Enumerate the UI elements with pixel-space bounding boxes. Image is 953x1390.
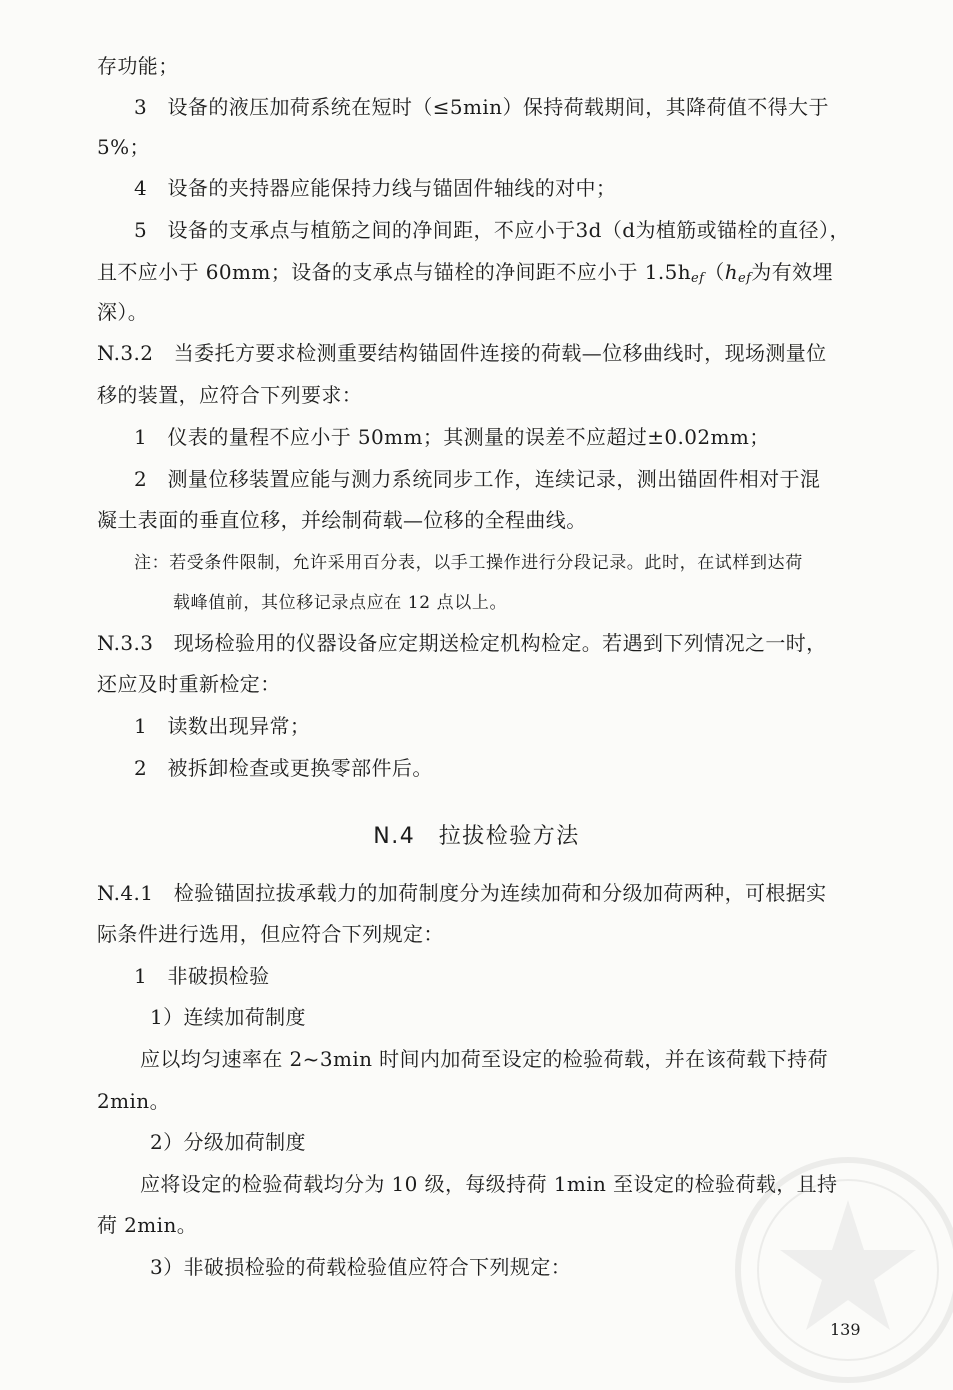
text-line: 1）连续加荷制度: [150, 1005, 306, 1029]
text-line: 1 读数出现异常；: [134, 714, 311, 738]
text-line: 2 被拆卸检查或更换零部件后。: [134, 756, 433, 780]
subscript: ef: [737, 271, 752, 286]
note-line: 载峰值前，其位移记录点应在 12 点以上。: [173, 593, 508, 613]
text-line: 凝土表面的垂直位移，并绘制荷载—位移的全程曲线。: [97, 508, 587, 532]
text-line: 2）分级加荷制度: [150, 1130, 306, 1154]
clause-heading-N41: N.4.1 检验锚固拉拔承载力的加荷制度分为连续加荷和分级加荷两种，可根据实: [97, 881, 827, 905]
text-line: 4 设备的夹持器应能保持力线与锚固件轴线的对中；: [134, 176, 617, 200]
text-fragment: （: [704, 260, 725, 284]
text-line: 移的装置，应符合下列要求：: [97, 383, 363, 407]
text-line: 荷 2min。: [97, 1213, 198, 1237]
text-fragment: 为有效埋: [751, 260, 833, 284]
text-line: 际条件进行选用，但应符合下列规定：: [97, 922, 444, 946]
text-line: 1 非破损检验: [134, 964, 270, 988]
clause-heading-N32: N.3.2 当委托方要求检测重要结构锚固件连接的荷载—位移曲线时，现场测量位: [97, 341, 827, 365]
page-number: 139: [830, 1320, 861, 1339]
text-fragment: 且不应小于 60mm；设备的支承点与锚栓的净间距不应小于 1.5h: [97, 260, 691, 284]
text-line: 2 测量位移装置应能与测力系统同步工作，连续记录，测出锚固件相对于混: [134, 467, 821, 491]
clause-heading-N33: N.3.3 现场检验用的仪器设备应定期送检定机构检定。若遇到下列情况之一时，: [97, 631, 827, 655]
variable: h: [724, 260, 738, 284]
text-line: 深）。: [97, 300, 149, 324]
text-line: 应以均匀速率在 2~3min 时间内加荷至设定的检验荷载，并在该荷载下持荷: [140, 1047, 828, 1071]
text-line-hef: [97, 258, 833, 293]
text-line: 2min。: [97, 1089, 170, 1113]
text-line: 3）非破损检验的荷载检验值应符合下列规定：: [150, 1255, 572, 1279]
text-line: 应将设定的检验荷载均分为 10 级，每级持荷 1min 至设定的检验荷载，且持: [140, 1172, 838, 1196]
text-line: 1 仪表的量程不应小于 50mm；其测量的误差不应超过±0.02mm；: [134, 425, 770, 449]
text-line: 5 设备的支承点与植筋之间的净间距，不应小于3d（d为植筋或锚栓的直径），: [134, 218, 850, 242]
note-line: 注：若受条件限制，允许采用百分表，以手工操作进行分段记录。此时，在试样到达荷: [134, 553, 803, 573]
text-line: 3 设备的液压加荷系统在短时（≤5min）保持荷载期间，其降荷值不得大于: [134, 95, 829, 119]
section-heading: N.4 拉拔检验方法: [373, 824, 580, 849]
text-line: 还应及时重新检定：: [97, 672, 281, 696]
text-line: 存功能；: [97, 54, 179, 78]
subscript: ef: [690, 271, 705, 286]
watermark-seal: [728, 1150, 953, 1390]
text-line: 5%；: [97, 135, 150, 159]
